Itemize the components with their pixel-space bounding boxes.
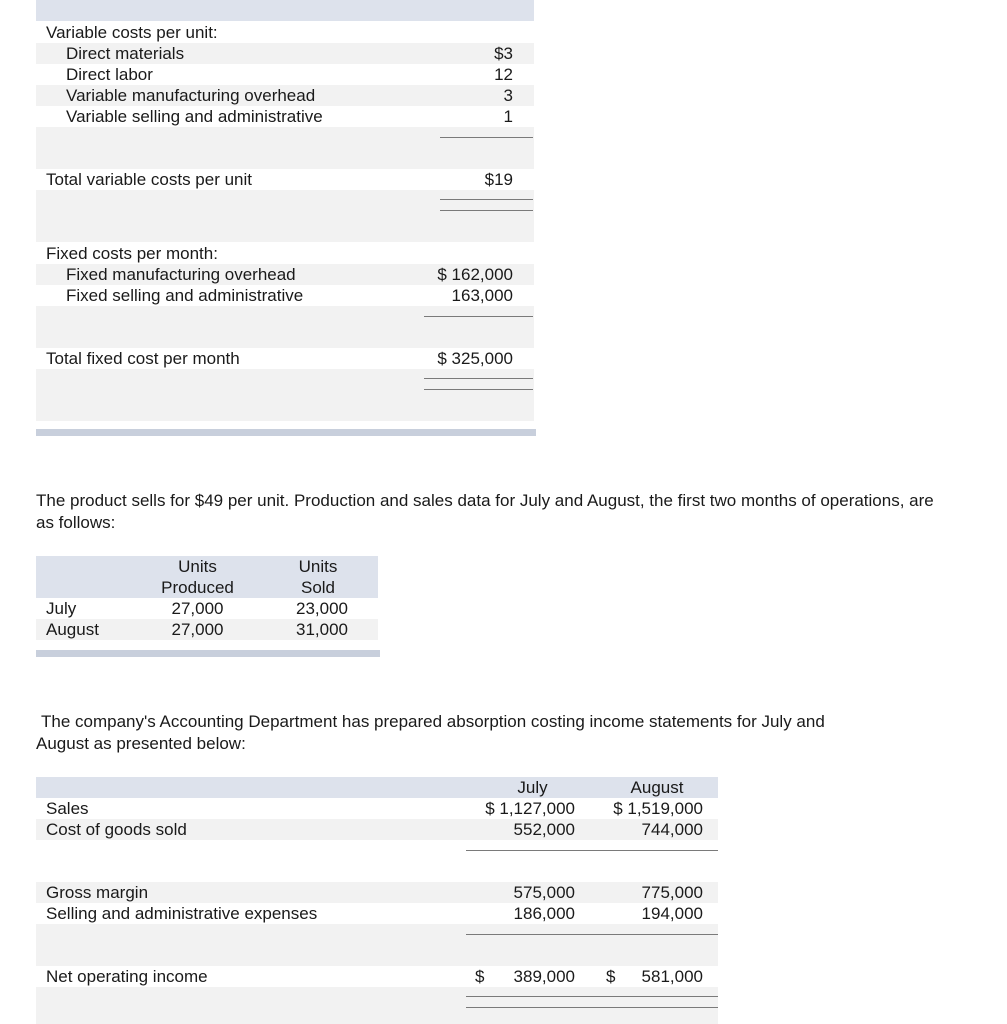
total-variable-label: Total variable costs per unit bbox=[46, 170, 252, 189]
sold-header-line2: Sold bbox=[300, 578, 336, 597]
sales-label: Sales bbox=[46, 799, 89, 818]
double-underline-top bbox=[440, 199, 533, 200]
fixed-selling-admin-value: 163,000 bbox=[451, 286, 513, 305]
noi-july: 389,000 bbox=[513, 967, 575, 986]
variable-heading: Variable costs per unit: bbox=[46, 23, 218, 42]
col-july: July bbox=[517, 778, 548, 797]
fixed-selling-admin-label: Fixed selling and administrative bbox=[66, 286, 304, 305]
variable-mfg-overhead-label: Variable manufacturing overhead bbox=[66, 86, 316, 105]
cogs-july: 552,000 bbox=[513, 820, 575, 839]
divider bbox=[466, 850, 718, 851]
double-underline-top bbox=[424, 378, 533, 379]
accounting-paragraph: The company's Accounting Department has prepared absorption costing income statements for July and August as presented below: bbox=[36, 712, 825, 753]
variable-selling-admin-label: Variable selling and administrative bbox=[66, 107, 323, 126]
month-july: July bbox=[46, 599, 77, 618]
cogs-august: 744,000 bbox=[641, 820, 703, 839]
gross-margin-august: 775,000 bbox=[641, 883, 703, 902]
variable-selling-admin-value: 1 bbox=[503, 107, 513, 126]
selling-admin-july: 186,000 bbox=[513, 904, 575, 923]
double-underline-bottom bbox=[424, 389, 533, 390]
row-band bbox=[36, 306, 534, 348]
divider bbox=[466, 934, 718, 935]
double-underline-bottom bbox=[466, 1007, 718, 1008]
fixed-mfg-overhead-label: Fixed manufacturing overhead bbox=[66, 265, 296, 284]
row-band bbox=[36, 127, 534, 169]
august-produced: 27,000 bbox=[171, 620, 224, 639]
row-band bbox=[36, 190, 534, 242]
month-august: August bbox=[46, 620, 99, 639]
selling-admin-label: Selling and administrative expenses bbox=[46, 904, 318, 923]
sales-july: $ 1,127,000 bbox=[485, 799, 575, 818]
direct-labor-value: 12 bbox=[494, 65, 513, 84]
gross-margin-july: 575,000 bbox=[513, 883, 575, 902]
row-band bbox=[36, 924, 718, 966]
intro-paragraph: The product sells for $49 per unit. Production and sales data for July and August, the first two months of operations, are as follows: bbox=[36, 491, 934, 532]
fixed-heading: Fixed costs per month: bbox=[46, 244, 218, 263]
noi-july-dollar: $ bbox=[475, 967, 485, 986]
noi-august: 581,000 bbox=[641, 967, 703, 986]
total-variable-value: $19 bbox=[484, 170, 513, 189]
table-bottom-border bbox=[36, 650, 380, 657]
sales-august: $ 1,519,000 bbox=[613, 799, 703, 818]
direct-materials-value: $3 bbox=[494, 44, 513, 63]
divider bbox=[440, 137, 533, 138]
sold-header-line1: Units bbox=[298, 557, 338, 576]
header-band bbox=[36, 0, 534, 21]
produced-header-line1: Units bbox=[178, 557, 217, 576]
direct-labor-label: Direct labor bbox=[66, 65, 153, 84]
total-fixed-value: $ 325,000 bbox=[437, 349, 513, 368]
selling-admin-august: 194,000 bbox=[641, 904, 703, 923]
double-underline-bottom bbox=[440, 210, 533, 211]
fixed-mfg-overhead-value: $ 162,000 bbox=[437, 265, 513, 284]
direct-materials-label: Direct materials bbox=[66, 44, 185, 63]
variable-mfg-overhead-value: 3 bbox=[503, 86, 513, 105]
july-sold: 23,000 bbox=[296, 599, 348, 618]
gross-margin-label: Gross margin bbox=[46, 883, 149, 902]
double-underline-top bbox=[466, 996, 718, 997]
row-band bbox=[36, 987, 718, 1024]
noi-august-dollar: $ bbox=[606, 967, 616, 986]
produced-header-line2: Produced bbox=[161, 578, 234, 597]
total-fixed-label: Total fixed cost per month bbox=[46, 349, 240, 368]
july-produced: 27,000 bbox=[171, 599, 224, 618]
cogs-label: Cost of goods sold bbox=[46, 820, 187, 839]
net-operating-income-label: Net operating income bbox=[46, 967, 208, 986]
divider bbox=[424, 316, 533, 317]
table-bottom-border bbox=[36, 429, 536, 436]
row-band bbox=[36, 369, 534, 421]
col-august: August bbox=[630, 778, 684, 797]
august-sold: 31,000 bbox=[296, 620, 348, 639]
